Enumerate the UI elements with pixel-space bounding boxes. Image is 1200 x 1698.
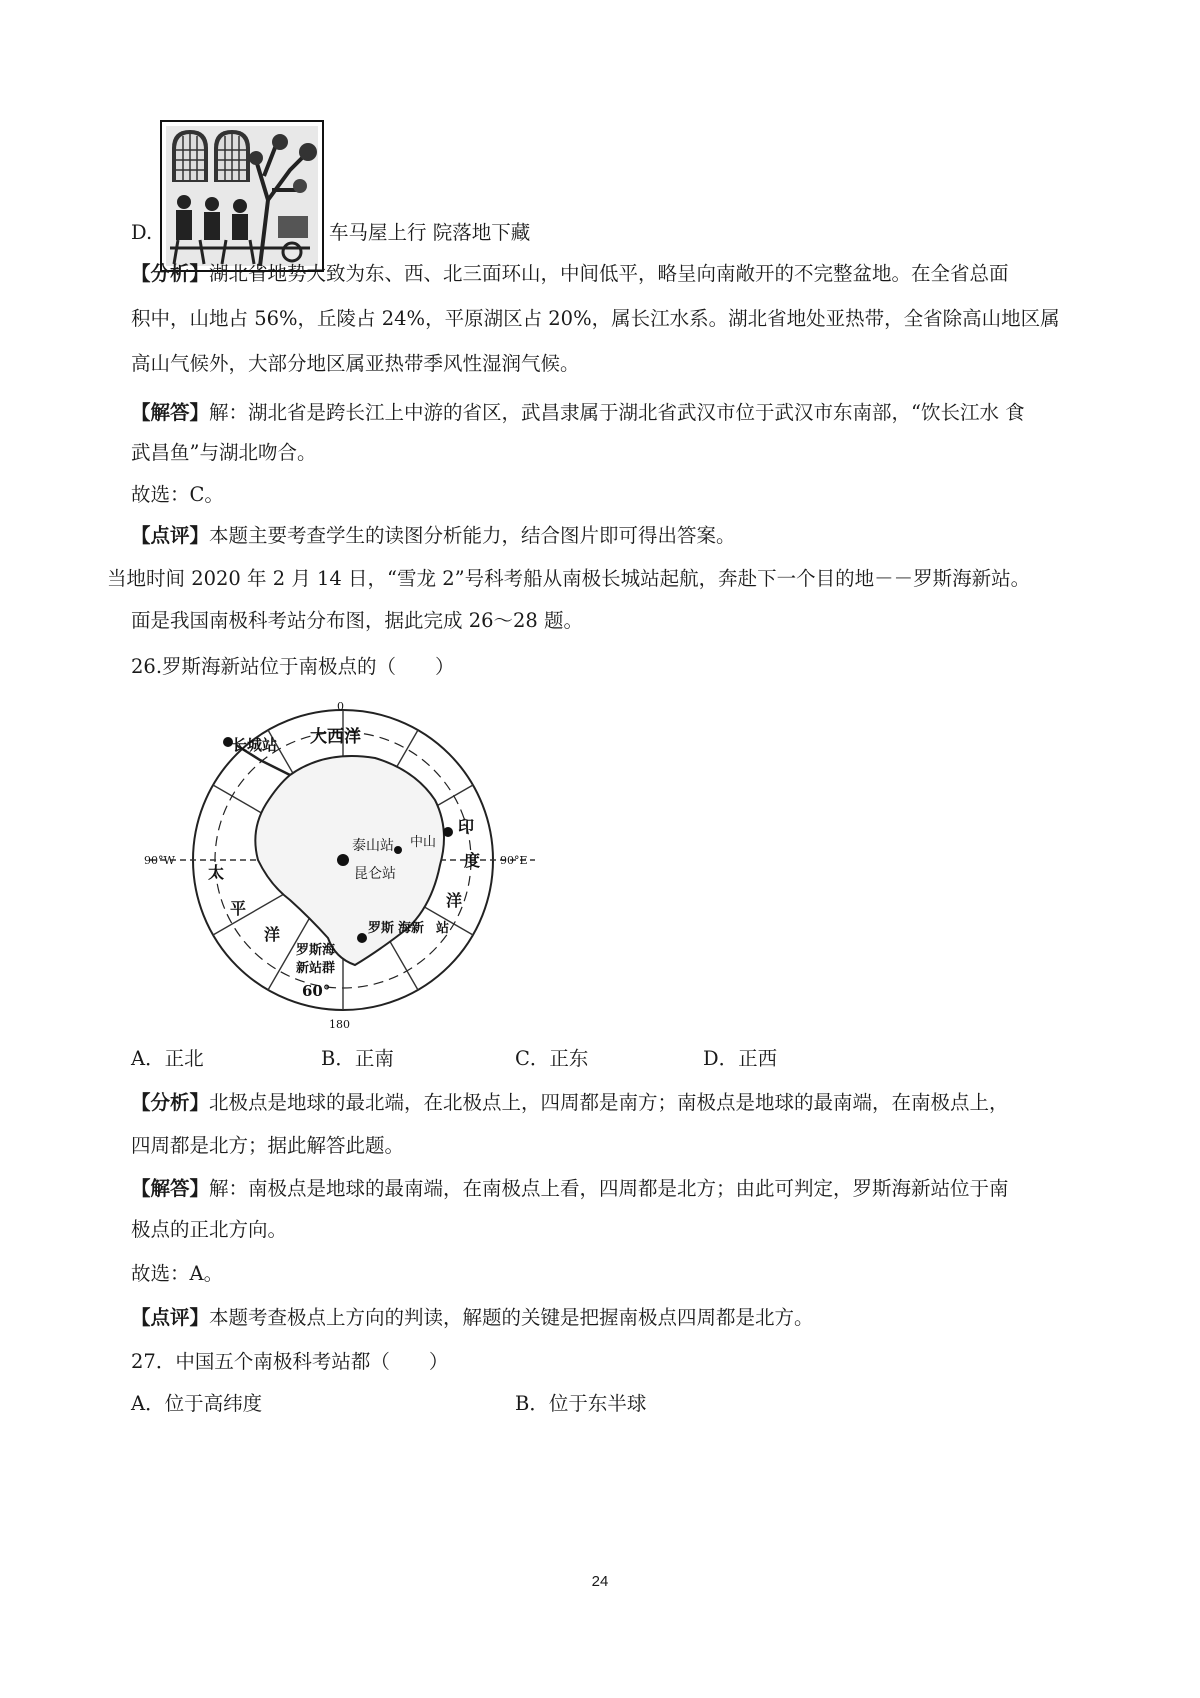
- map-label-changcheng: 长城站: [232, 736, 278, 754]
- q26-answer-line-1: 【解答】解：南极点是地球的最南端，在南极点上看，四周都是北方；由此可判定，罗斯海新站位于南: [131, 1177, 1009, 1200]
- q26-option-a: A．正北: [131, 1047, 204, 1070]
- q26-option-c: C．正东: [515, 1047, 589, 1070]
- q27-option-a: A．位于高纬度: [131, 1392, 263, 1415]
- antarctic-station-map: [140, 700, 540, 1030]
- map-label-indian-2: 度: [464, 851, 481, 870]
- comment-tag: 【点评】: [131, 1306, 210, 1329]
- intro-line-1: 当地时间 2020 年 2 月 14 日，“雪龙 2”号科考船从南极长城站起航，奔赴下一个目的地－－罗斯海新站。: [107, 567, 1031, 590]
- map-label-ross-1: 罗斯海: [296, 943, 336, 958]
- comment-tag: 【点评】: [131, 524, 210, 547]
- q25-answer-line-1: 【解答】解：湖北省是跨长江上中游的省区，武昌隶属于湖北省武汉市位于武汉市东南部，“饮长江水 食: [131, 401, 1025, 424]
- map-label-taishan: 泰山站: [352, 838, 394, 854]
- q25-comment: 【点评】本题主要考查学生的读图分析能力，结合图片即可得出答案。: [131, 524, 736, 547]
- q26-choice: 故选：A。: [131, 1262, 224, 1285]
- map-label-atlantic: 大西洋: [310, 727, 361, 747]
- map-label-rossnew-2: 海新: [398, 921, 425, 936]
- q25-analysis-line-1: 【分析】湖北省地势大致为东、西、北三面环山，中间低平，略呈向南敞开的不完整盆地。在全省总面: [131, 262, 1009, 285]
- q26-stem: 26.罗斯海新站位于南极点的（ ）: [131, 655, 455, 678]
- map-label-indian-1: 印: [458, 817, 475, 836]
- map-label-0: 0: [337, 700, 344, 713]
- page-number: 24: [591, 1573, 609, 1590]
- map-label-pacific-2: 平: [230, 899, 247, 918]
- map-label-90w: 90°W: [144, 854, 175, 867]
- option-d-letter: D.: [131, 221, 153, 244]
- map-label-indian-3: 洋: [446, 891, 463, 910]
- map-label-zhongshan: 中山: [410, 835, 437, 850]
- q26-analysis-line-1: 【分析】北极点是地球的最北端，在北极点上，四周都是南方；南极点是地球的最南端，在南极点上，: [131, 1091, 1009, 1114]
- answer-tag: 【解答】: [131, 401, 210, 424]
- map-label-pacific-1: 太: [208, 863, 225, 882]
- option-d-woodcut-image: [160, 120, 324, 272]
- q25-analysis-line-2: 积中，山地占 56%，丘陵占 24%，平原湖区占 20%，属长江水系。湖北省地处亚热带，全省除高山地区属: [131, 307, 1060, 330]
- analysis-tag: 【分析】: [131, 1091, 210, 1114]
- q26-analysis-line-2: 四周都是北方；据此解答此题。: [131, 1134, 405, 1157]
- q26-comment: 【点评】本题考查极点上方向的判读，解题的关键是把握南极点四周都是北方。: [131, 1306, 814, 1329]
- q25-answer-line-2: 武昌鱼”与湖北吻合。: [131, 441, 317, 464]
- option-d-text: 车马屋上行 院落地下藏: [329, 221, 531, 244]
- map-label-ross-2: 新站群: [296, 961, 336, 976]
- map-label-rossnew-3: 站: [436, 921, 450, 936]
- intro-line-2: 面是我国南极科考站分布图，据此完成 26～28 题。: [131, 609, 584, 632]
- q27-option-b: B．位于东半球: [515, 1392, 647, 1415]
- q25-analysis-line-3: 高山气候外，大部分地区属亚热带季风性湿润气候。: [131, 352, 580, 375]
- answer-tag: 【解答】: [131, 1177, 210, 1200]
- q26-option-b: B．正南: [321, 1047, 394, 1070]
- map-label-rossnew-1: 罗斯: [368, 921, 395, 936]
- analysis-tag: 【分析】: [131, 262, 210, 285]
- map-label-pacific-3: 洋: [264, 925, 281, 944]
- q27-stem: 27．中国五个南极科考站都（ ）: [131, 1350, 449, 1373]
- q25-choice: 故选：C。: [131, 483, 224, 506]
- map-label-lat60: 60°: [302, 982, 331, 1000]
- q26-answer-line-2: 极点的正北方向。: [131, 1218, 288, 1241]
- map-label-kunlun: 昆仑站: [354, 866, 396, 882]
- q26-option-d: D．正西: [703, 1047, 778, 1070]
- map-label-90e: 90°E: [500, 854, 528, 867]
- map-label-180: 180: [329, 1018, 350, 1030]
